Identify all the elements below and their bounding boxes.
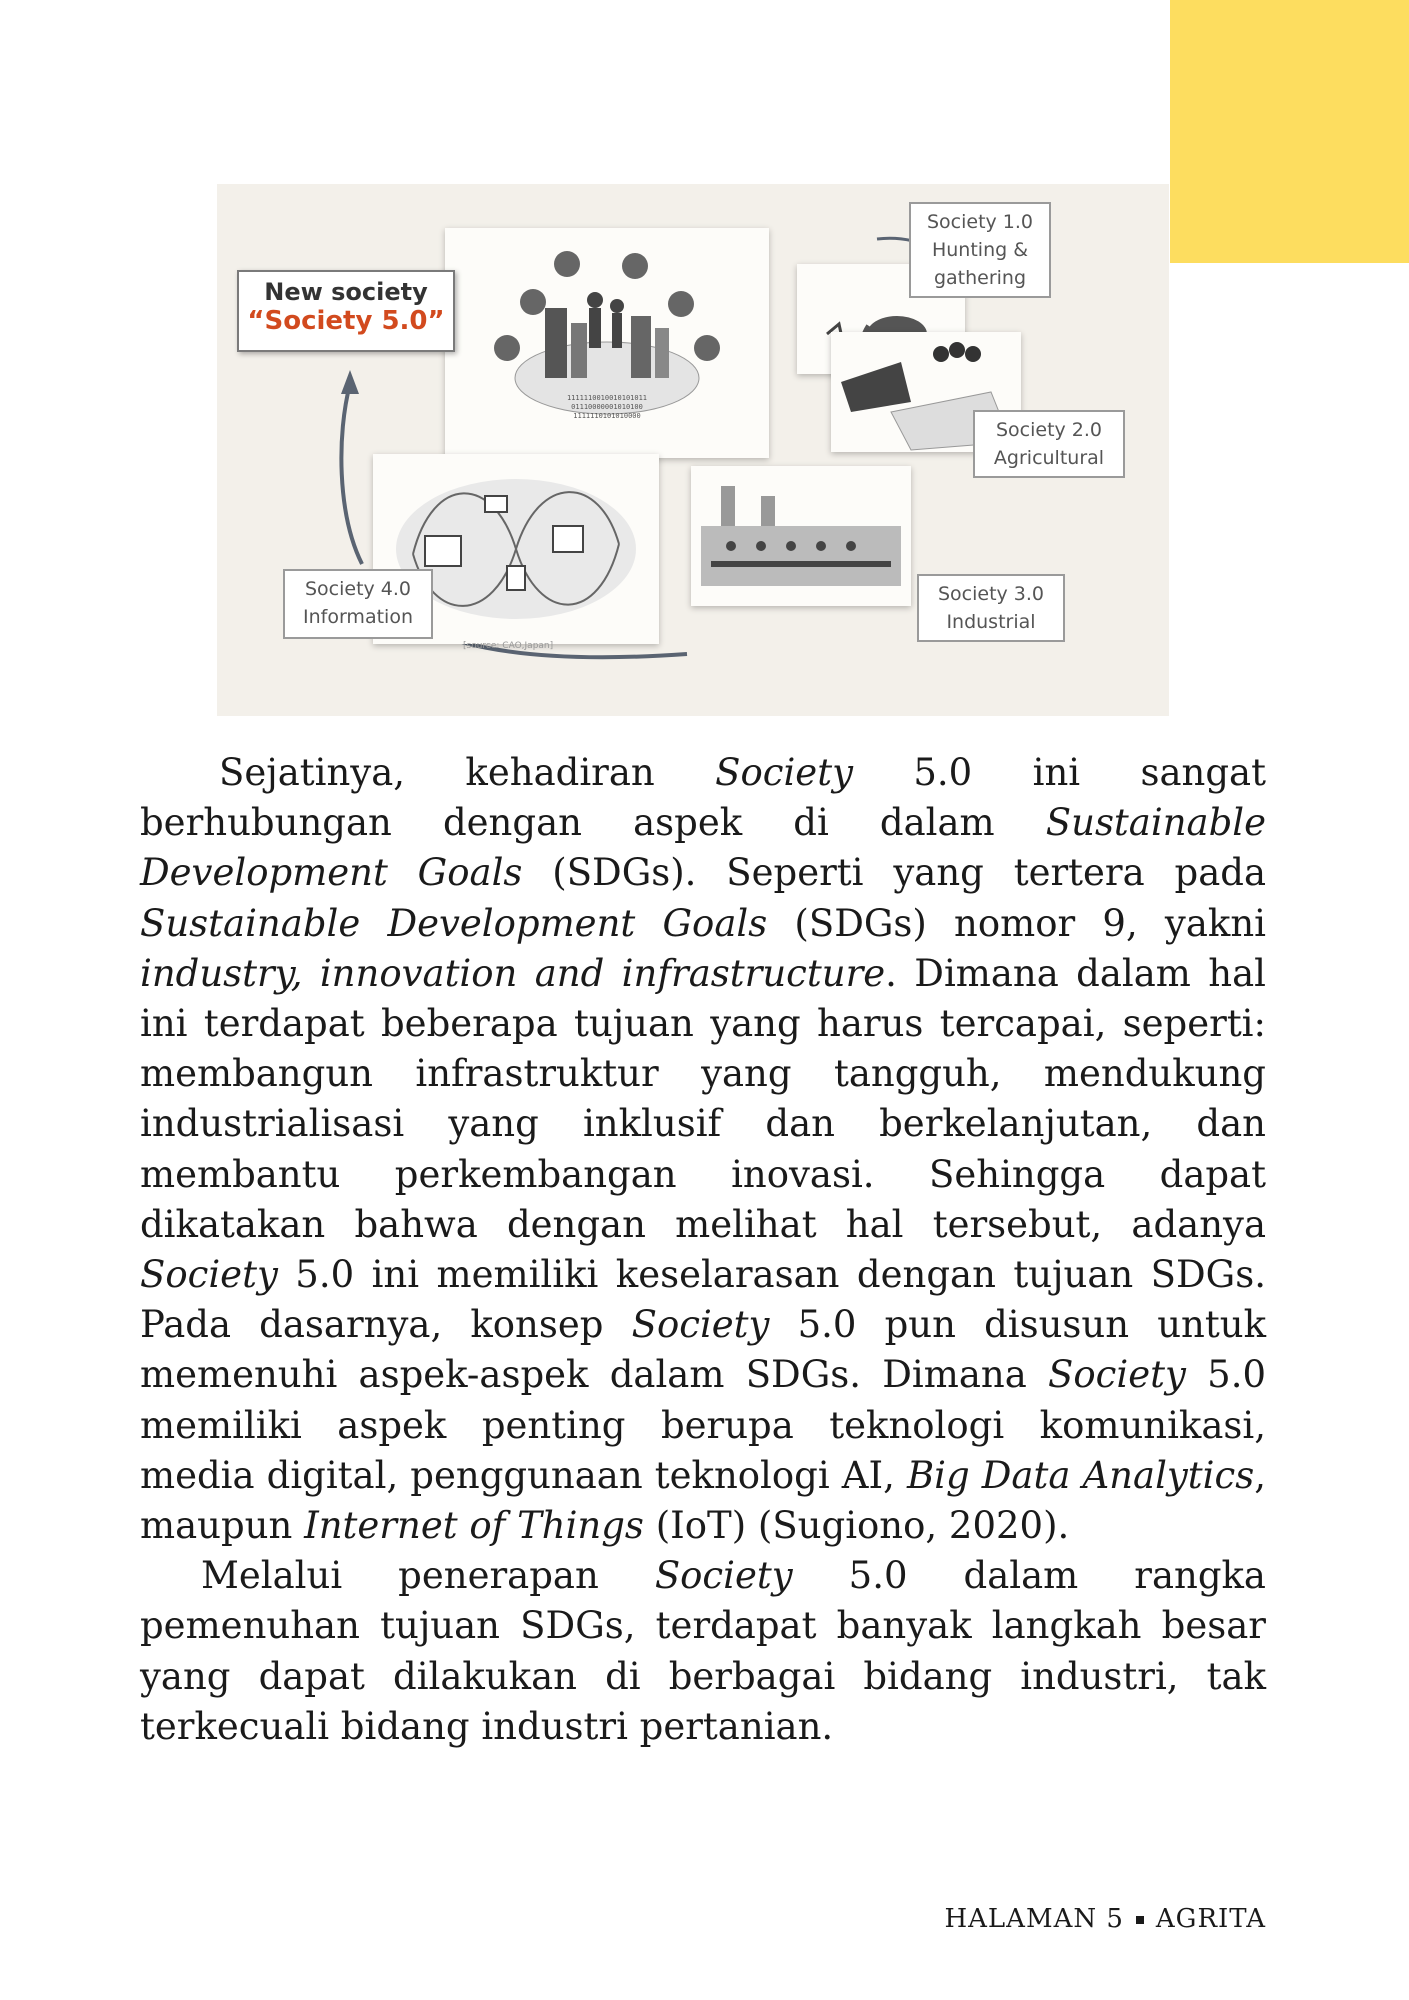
industrial-illustration xyxy=(691,466,911,606)
corner-accent xyxy=(1170,0,1409,263)
society-evolution-figure xyxy=(217,184,1169,716)
italic-term: Big Data Analytics xyxy=(906,1453,1255,1497)
binary-line-2: 01110000001010100 xyxy=(571,403,643,411)
page-number: HALAMAN 5 xyxy=(944,1904,1124,1934)
italic-term: Society xyxy=(654,1554,793,1598)
new-society-text: New society xyxy=(264,278,428,306)
society1-line3: gathering xyxy=(933,267,1027,289)
society2-label xyxy=(973,410,1125,478)
footer-brand: AGRITA xyxy=(1155,1904,1266,1934)
society5-card xyxy=(445,228,769,458)
new-society-label xyxy=(237,270,455,352)
italic-term: Society xyxy=(1048,1353,1186,1397)
italic-term: Sustainable Development Goals xyxy=(140,801,1266,895)
society1-title: Society 1.0 xyxy=(926,211,1034,233)
society4-title: Society 4.0 xyxy=(304,578,412,600)
society4-line2: Information xyxy=(303,606,413,628)
society3-line2: Industrial xyxy=(946,611,1036,633)
cycle-arrow-left xyxy=(341,384,362,564)
society1-label xyxy=(909,202,1051,298)
society5-illustration xyxy=(445,228,769,458)
body-text xyxy=(140,748,1266,1752)
society1-line2: Hunting & xyxy=(931,239,1029,261)
cycle-arrowhead xyxy=(341,370,359,394)
binary-line-1: 1111110010010101011 xyxy=(566,394,648,402)
society2-line2: Agricultural xyxy=(993,447,1105,469)
figure-source: [source: CAO,Japan] xyxy=(463,641,554,651)
society3-label xyxy=(917,574,1065,642)
society4-label xyxy=(283,569,433,639)
italic-term: industry, innovation and infrastructure xyxy=(140,951,886,995)
italic-term: Society xyxy=(631,1303,770,1347)
paragraph-1: Sejatinya, kehadiran Society 5.0 ini sangat berhubungan dengan aspek di dalam Sustainable Development Goals (SDGs). Seperti yang tertera pada Sustainable Development Goals (SDGs) nomor 9, yakni industry, innovation and infrastructure. Dimana dalam hal ini terdapat beberapa tujuan yang harus tercapai, seperti: membangun infrastruktur yang tangguh, mendukung industrialisasi yang inklusif dan berkelanjutan, dan membantu perkembangan inovasi. Sehingga dapat dikatakan bahwa dengan melihat hal tersebut, adanya Society 5.0 ini memiliki keselarasan dengan tujuan SDGs. Pada dasarnya, konsep Society 5.0 pun disusun untuk memenuhi aspek-aspek dalam SDGs. Dimana Society 5.0 memiliki aspek penting berupa teknologi komunikasi, media digital, penggunaan teknologi AI, Big Data Analytics, maupun Internet of Things (IoT) (Sugiono, 2020). xyxy=(140,751,1266,1548)
page-footer xyxy=(944,1904,1266,1934)
italic-term: Sustainable Development Goals xyxy=(140,901,768,945)
italic-term: Society xyxy=(715,751,853,794)
italic-term: Society xyxy=(140,1253,278,1297)
paragraph-2: Melalui penerapan Society 5.0 dalam rangka pemenuhan tujuan SDGs, terdapat banyak langkah besar yang dapat dilakukan di berbagai bidang industri, tak terkecuali bidang industri pertanian. xyxy=(140,1554,1266,1748)
society2-title: Society 2.0 xyxy=(995,419,1103,441)
society3-card xyxy=(691,466,911,606)
binary-line-3: 1111110101010000 xyxy=(573,412,641,420)
italic-term: Internet of Things xyxy=(304,1504,644,1548)
society5-text: “Society 5.0” xyxy=(247,306,445,336)
footer-separator xyxy=(1136,1916,1144,1924)
society3-title: Society 3.0 xyxy=(937,583,1045,605)
